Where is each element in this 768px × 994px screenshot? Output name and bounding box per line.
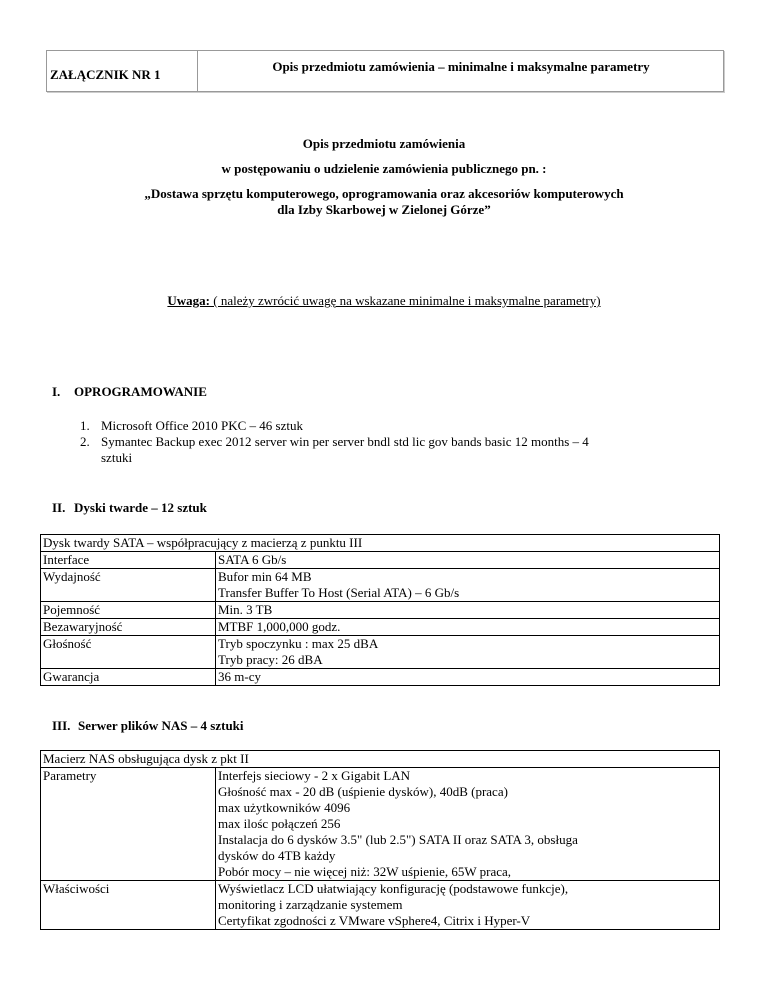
table-row <box>41 569 720 602</box>
attachment-title: Opis przedmiotu zamówienia – minimalne i maksymalne parametry <box>272 59 650 74</box>
table-row <box>41 669 720 686</box>
param-name: Głośność <box>41 636 216 669</box>
param-name: Wydajność <box>41 569 216 602</box>
section-1-heading <box>52 384 207 400</box>
list-item-text-cont: sztuki <box>101 450 133 465</box>
param-value <box>216 669 720 686</box>
attachment-label: ZAŁĄCZNIK NR 1 <box>47 51 198 91</box>
param-value-line: Certyfikat zgodności z VMware vSphere4, Citrix i Hyper-V <box>218 913 531 928</box>
param-value-line: MTBF 1,000,000 godz. <box>218 619 341 634</box>
param-value <box>216 636 720 669</box>
table-row <box>41 552 720 569</box>
list-item <box>80 418 589 434</box>
intro-line-3: „Dostawa sprzętu komputerowego, oprogramowania oraz akcesoriów komputerowych <box>144 186 624 201</box>
param-value-line: Wyświetlacz LCD ułatwiający konfigurację (podstawowe funkcje), <box>218 881 569 896</box>
software-list <box>80 418 589 466</box>
list-item-number: 2. <box>80 434 90 449</box>
table-row <box>41 602 720 619</box>
param-value-line: Min. 3 TB <box>218 602 273 617</box>
section-2-title: Dyski twarde – 12 sztuk <box>74 500 207 515</box>
list-item <box>80 434 589 466</box>
table-row <box>41 751 720 768</box>
hdd-spec-table <box>40 534 720 686</box>
param-value-line: max ilośc połączeń 256 <box>218 816 341 831</box>
param-value-line: 36 m-cy <box>218 669 261 684</box>
param-name: Bezawaryjność <box>41 619 216 636</box>
intro-line-2: w postępowaniu o udzielenie zamówienia publicznego pn. : <box>221 161 547 176</box>
param-value-line: Transfer Buffer To Host (Serial ATA) – 6 Gb/s <box>218 585 460 600</box>
param-value <box>216 602 720 619</box>
table-row <box>41 636 720 669</box>
table-header-cell: Macierz NAS obsługująca dysk z pkt II <box>41 751 720 768</box>
list-item-text: Symantec Backup exec 2012 server win per server bndl std lic gov bands basic 12 months – 4 <box>101 434 589 449</box>
section-3-heading <box>52 718 244 734</box>
nas-spec-table <box>40 750 720 930</box>
param-value-line: Tryb spoczynku : max 25 dBA <box>218 636 379 651</box>
param-name: Pojemność <box>41 602 216 619</box>
table-row <box>41 619 720 636</box>
section-1-title: OPROGRAMOWANIE <box>74 384 207 399</box>
note-text: ( należy zwrócić uwagę na wskazane minimalne i maksymalne parametry) <box>210 293 601 308</box>
param-value-line: monitoring i zarządzanie systemem <box>218 897 403 912</box>
section-3-title: Serwer plików NAS – 4 sztuki <box>78 718 244 733</box>
param-value-line: SATA 6 Gb/s <box>218 552 287 567</box>
note <box>0 293 768 309</box>
table-header-cell: Dysk twardy SATA – współpracujący z macierzą z punktu III <box>41 535 720 552</box>
param-value <box>216 619 720 636</box>
section-3-number: III. <box>52 718 71 733</box>
intro-line-1: Opis przedmiotu zamówienia <box>302 136 466 151</box>
param-name: Interface <box>41 552 216 569</box>
param-value-line: dysków do 4TB każdy <box>218 848 336 863</box>
list-item-text: Microsoft Office 2010 PKC – 46 sztuk <box>101 418 303 433</box>
param-value-line: Pobór mocy – nie więcej niż: 32W uśpienie, 65W praca, <box>218 864 512 879</box>
intro-line-4: dla Izby Skarbowej w Zielonej Górze” <box>277 202 491 217</box>
param-value-line: max użytkowników 4096 <box>218 800 351 815</box>
param-value-line: Głośność max - 20 dB (uśpienie dysków), 40dB (praca) <box>218 784 508 799</box>
param-value-line: Bufor min 64 MB <box>218 569 312 584</box>
param-value <box>216 881 720 930</box>
section-1-number: I. <box>52 384 61 399</box>
section-2-heading <box>52 500 207 516</box>
table-row <box>41 768 720 881</box>
param-value <box>216 768 720 881</box>
param-name: Gwarancja <box>41 669 216 686</box>
section-2-number: II. <box>52 500 66 515</box>
param-value <box>216 569 720 602</box>
param-value-line: Interfejs sieciowy - 2 x Gigabit LAN <box>218 768 411 783</box>
header-box <box>46 50 724 92</box>
param-value-line: Tryb pracy: 26 dBA <box>218 652 323 667</box>
param-name: Właściwości <box>41 881 216 930</box>
note-label: Uwaga: <box>167 293 211 308</box>
param-value <box>216 552 720 569</box>
table-row <box>41 535 720 552</box>
list-item-number: 1. <box>80 418 90 433</box>
param-name: Parametry <box>41 768 216 881</box>
table-row <box>41 881 720 930</box>
param-value-line: Instalacja do 6 dysków 3.5" (lub 2.5") SATA II oraz SATA 3, obsługa <box>218 832 578 847</box>
